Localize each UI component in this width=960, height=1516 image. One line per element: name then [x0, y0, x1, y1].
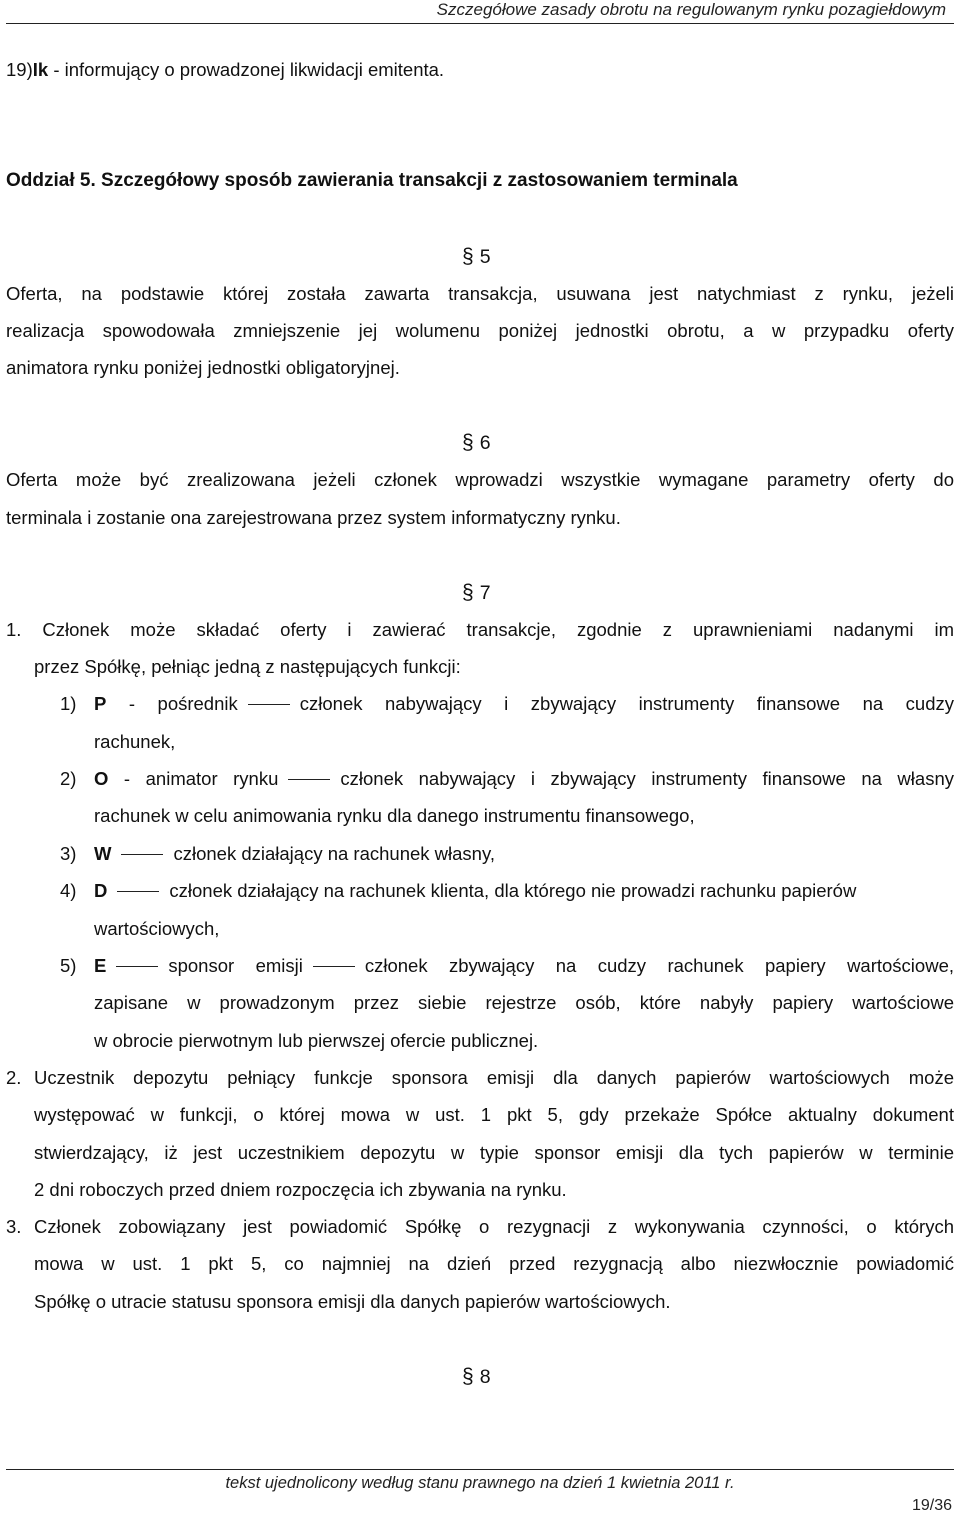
- function-item-p: [94, 691, 954, 717]
- function-name: pośrednik: [157, 693, 238, 714]
- function-description: członek zbywający na cudzy rachunek papiery wartościowe,: [364, 955, 954, 976]
- section-number: 6: [479, 432, 491, 454]
- section-7-p2-line-3: stwierdzający, iż jest uczestnikiem depozytu w typie sponsor emisji dla tych papierów w terminie: [34, 1142, 954, 1163]
- function-item-o-line-2: rachunek w celu animowania rynku dla danego instrumentu finansowego,: [94, 805, 695, 826]
- header-rule: [6, 23, 954, 24]
- function-item-e-line-2: zapisane w prowadzonym przez siebie rejestrze osób, które nabyły papiery wartościowe: [94, 992, 954, 1013]
- function-description: członek nabywający i zbywający instrumenty finansowe na własny: [340, 768, 954, 789]
- section-symbol: §: [462, 245, 474, 268]
- section-number: 5: [479, 246, 491, 268]
- section-7-p1-line-2: przez Spółkę, pełniąc jedną z następujących funkcji:: [34, 656, 461, 677]
- section-5-line-2: realizacja spowodowała zmniejszenie jej wolumenu poniżej jednostki obrotu, a w przypadku oferty: [6, 320, 954, 341]
- section-8-heading: [462, 1364, 491, 1390]
- function-code: O: [94, 768, 109, 789]
- section-6-line-1: Oferta może być zrealizowana jeżeli członek wprowadzi wszystkie wymagane parametry oferty do: [6, 469, 954, 490]
- section-7-p2-line-4: 2 dni roboczych przed dniem rozpoczęcia ich zbywania na rynku.: [34, 1179, 567, 1200]
- function-item-o: [94, 766, 954, 792]
- function-name: sponsor emisji: [168, 955, 303, 976]
- function-item-number: 5): [60, 955, 77, 976]
- em-dash: [248, 704, 290, 705]
- item-code: Ik: [32, 59, 49, 80]
- em-dash: [116, 966, 158, 967]
- separator: -: [108, 768, 146, 789]
- function-item-e: [94, 953, 954, 979]
- list-item-19: [6, 57, 444, 83]
- division-heading: Oddział 5. Szczegółowy sposób zawierania transakcji z zastosowaniem terminala: [6, 170, 738, 191]
- function-item-number: 1): [60, 693, 77, 714]
- paragraph-number: 2.: [6, 1067, 22, 1088]
- function-item-e-line-3: w obrocie pierwotnym lub pierwszej ofercie publicznej.: [94, 1030, 539, 1051]
- section-5-line-1: Oferta, na podstawie której została zawarta transakcja, usuwana jest natychmiast z rynku, jeżeli: [6, 283, 954, 304]
- function-item-d: [94, 878, 856, 904]
- function-code: W: [94, 843, 112, 864]
- function-description: członek działający na rachunek klienta, dla którego nie prowadzi rachunku papierów: [169, 880, 857, 901]
- section-5-line-3: animatora rynku poniżej jednostki obligatoryjnej.: [6, 357, 400, 378]
- section-7-p2-line-1: Uczestnik depozytu pełniący funkcje sponsora emisji dla danych papierów wartościowych może: [34, 1067, 954, 1088]
- section-7-heading: [462, 580, 491, 606]
- function-name: animator rynku: [145, 768, 279, 789]
- function-item-p-line-2: rachunek,: [94, 731, 176, 752]
- section-5-heading: [462, 244, 491, 270]
- footer-text: tekst ujednolicony według stanu prawnego na dzień 1 kwietnia 2011 r.: [225, 1474, 735, 1492]
- section-7-p2-line-2: występować w funkcji, o której mowa w ust. 1 pkt 5, gdy przekaże Spółce aktualny dokument: [34, 1104, 954, 1125]
- running-header: Szczegółowe zasady obrotu na regulowanym rynku pozagiełdowym: [436, 0, 946, 19]
- section-symbol: §: [462, 581, 474, 604]
- section-6-line-2: terminala i zostanie ona zarejestrowana przez system informatyczny rynku.: [6, 507, 621, 528]
- page-number: 19/36: [911, 1497, 952, 1514]
- section-7-p3-line-3: Spółkę o utracie statusu sponsora emisji dla danych papierów wartościowych.: [34, 1291, 671, 1312]
- section-symbol: §: [462, 1365, 474, 1388]
- function-item-number: 3): [60, 843, 77, 864]
- function-description: członek nabywający i zbywający instrumenty finansowe na cudzy: [299, 693, 954, 714]
- em-dash: [117, 891, 159, 892]
- function-item-w: [94, 841, 495, 867]
- item-number: 19): [6, 59, 33, 80]
- function-item-number: 2): [60, 768, 77, 789]
- function-code: D: [94, 880, 108, 901]
- item-text: - informujący o prowadzonej likwidacji emitenta.: [48, 59, 445, 80]
- function-description: członek działający na rachunek własny,: [173, 843, 495, 864]
- em-dash: [288, 779, 330, 780]
- section-number: 8: [479, 1366, 491, 1388]
- em-dash: [313, 966, 355, 967]
- separator: -: [106, 693, 158, 714]
- section-6-heading: [462, 430, 491, 456]
- footer-rule: [6, 1469, 954, 1470]
- function-item-number: 4): [60, 880, 77, 901]
- section-symbol: §: [462, 431, 474, 454]
- section-7-p3-line-2: mowa w ust. 1 pkt 5, co najmniej na dzień przed rezygnacją albo niezwłocznie powiadomić: [34, 1253, 954, 1274]
- paragraph-number: 3.: [6, 1216, 22, 1237]
- function-code: P: [94, 693, 107, 714]
- function-code: E: [94, 955, 107, 976]
- section-7-p3-line-1: Członek zobowiązany jest powiadomić Spółkę o rezygnacji z wykonywania czynności, o których: [34, 1216, 954, 1237]
- em-dash: [121, 854, 163, 855]
- section-7-p1-line-1: 1. Członek może składać oferty i zawierać transakcje, zgodnie z uprawnieniami nadanymi im: [6, 619, 954, 640]
- function-item-d-line-2: wartościowych,: [94, 918, 220, 939]
- section-number: 7: [479, 582, 491, 604]
